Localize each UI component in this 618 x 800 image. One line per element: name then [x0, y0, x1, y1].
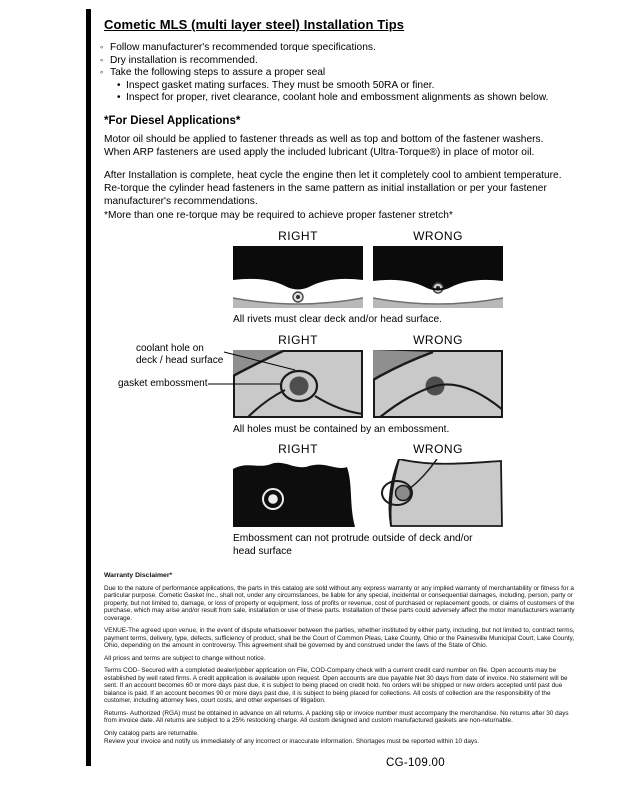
page-title: Cometic MLS (multi layer steel) Installation Tips	[104, 17, 405, 32]
warranty-paragraph: VENUE-The agreed upon venue, in the event of dispute whatsoever between the parties, whether instituted by either party, including, but not limited to, contract terms, payment terms, delivery, type, defects, sufficiency of product, shall be the Court of Common Pleas, Lake County, Ohio or the Painesville Municipal Court, Lake County, Ohio, depending on the amount in controversy. This agreement shall be governed by and construed under the laws of the State of Ohio.	[104, 627, 575, 649]
right-label: RIGHT	[278, 229, 318, 243]
right-label: RIGHT	[278, 442, 318, 456]
diesel-paragraph-1: Motor oil should be applied to fastener threads as well as top and bottom of the fastener washers. When ARP fasteners are used apply the included lubricant (Ultra-Torque®) in place of motor oil.	[104, 134, 544, 158]
figure-row2-caption: All holes must be contained by an embossment.	[233, 424, 450, 435]
callout-pointer-lines	[200, 340, 310, 400]
diagram-hole-embossment-wrong	[373, 350, 503, 418]
warranty-paragraph: Only catalog parts are returnable.	[104, 729, 199, 737]
page-code: CG-109.00	[386, 757, 445, 769]
list-item	[100, 67, 570, 80]
wrong-label: WRONG	[413, 333, 463, 347]
figure-row1-panels	[233, 246, 503, 308]
tip-text: Inspect gasket mating surfaces. They must be smooth 50RA or finer.	[126, 79, 435, 91]
wrong-label: WRONG	[413, 229, 463, 243]
diagram-protrusion-right	[233, 459, 363, 527]
installation-tips-list	[100, 42, 570, 105]
list-item	[100, 55, 570, 68]
filled-bullet-icon: •	[117, 79, 121, 91]
diesel-paragraph-2: After Installation is complete, heat cycle the engine then let it completely cool to ambient temperature. Re-torque the cylinder head fasteners in the same pattern as initial installation or per your fastener manufacturer's recommendations.	[104, 170, 562, 207]
figure-row3-headers	[233, 442, 503, 457]
warranty-paragraph: Terms COD- Secured with a completed dealer/jobber application on File, COD-Company check with a current credit card number on file. Open accounts may be established by well rated firms. A credit application is available upon request. Open accounts are due payable Net 30 days from date of invoice. No statement will be sent. If an account becomes 60 or more days past due, it is subject to being placed on credit hold. No orders will be shipped or new orders accepted until past due balance is paid. If an account becomes 90 or more days past due, it is subject to being placed for collections. All costs of collection are the responsibility of the customer, including attorney fees, court costs, and other expenses of litigation.	[104, 667, 568, 704]
list-sub-item	[100, 92, 570, 105]
list-item	[100, 42, 570, 55]
open-bullet-icon: ◦	[100, 54, 104, 66]
callout-text-line: coolant hole on	[136, 343, 204, 354]
diagram-rivet-wrong	[373, 246, 503, 308]
open-bullet-icon: ◦	[100, 42, 104, 53]
tip-text: Follow manufacturer's recommended torque specifications.	[110, 42, 376, 53]
wrong-label: WRONG	[413, 442, 463, 456]
figure-row1-caption: All rivets must clear deck and/or head surface.	[233, 314, 442, 325]
tip-text: Take the following steps to assure a proper seal	[110, 67, 326, 79]
warranty-heading: Warranty Disclaimer*	[104, 572, 173, 579]
tip-text: Dry installation is recommended.	[110, 54, 258, 66]
diagram-rivet-right	[233, 246, 363, 308]
figure-row3-panels	[233, 459, 503, 527]
warranty-paragraph: Due to the nature of performance applications, the parts in this catalog are sold without any express warranty or any implied warranty of merchantability or fitness for a particular purpose. Cometic Gasket Inc., shall not, under any circumstances, be liable for any special, incidental or consequential damages, including, person, party or property, but not limited to, damage, or loss of property or equipment, loss of profits or revenue, cost of purchased or replacement goods, or claims of customers of the purchase, which may arise and/or result from sale, installation or use of these parts. Installation of these parts could adversely affect the motor manufacturers warranty coverage.	[104, 584, 575, 622]
left-margin-rule	[86, 9, 91, 766]
warranty-paragraph: Review your invoice and notify us immediately of any incorrect or inaccurate information. Shortages must be reported within 10 days.	[104, 738, 480, 745]
diesel-applications-heading: *For Diesel Applications*	[104, 115, 241, 127]
open-bullet-icon: ◦	[100, 67, 104, 79]
list-sub-item	[100, 80, 570, 93]
callout-text-line: deck / head surface	[136, 354, 224, 366]
right-label: RIGHT	[278, 333, 318, 347]
retorque-note: *More than one re-torque may be required to achieve proper fastener stretch*	[104, 210, 453, 221]
warranty-paragraph: All prices and terms are subject to change without notice.	[104, 654, 266, 662]
diagram-protrusion-wrong	[373, 459, 503, 527]
callout-gasket-embossment: gasket embossment	[118, 378, 208, 389]
figure-row1-headers	[233, 229, 503, 244]
figure-row3-caption: Embossment can not protrude outside of deck and/or head surface	[233, 533, 473, 557]
warranty-disclaimer	[104, 572, 575, 751]
filled-bullet-icon: •	[117, 92, 121, 104]
warranty-paragraph: Returns- Authorized (RGA) must be obtained in advance on all returns. A packing slip or invoice number must accompany the merchandise. No returns after 30 days from invoice date. All returns are subject to a 25% restocking charge. All custom designed and custom manufactured gaskets are non-returnable.	[104, 709, 569, 724]
tip-text: Inspect for proper, rivet clearance, coolant hole and embossment alignments as shown below.	[126, 92, 549, 104]
